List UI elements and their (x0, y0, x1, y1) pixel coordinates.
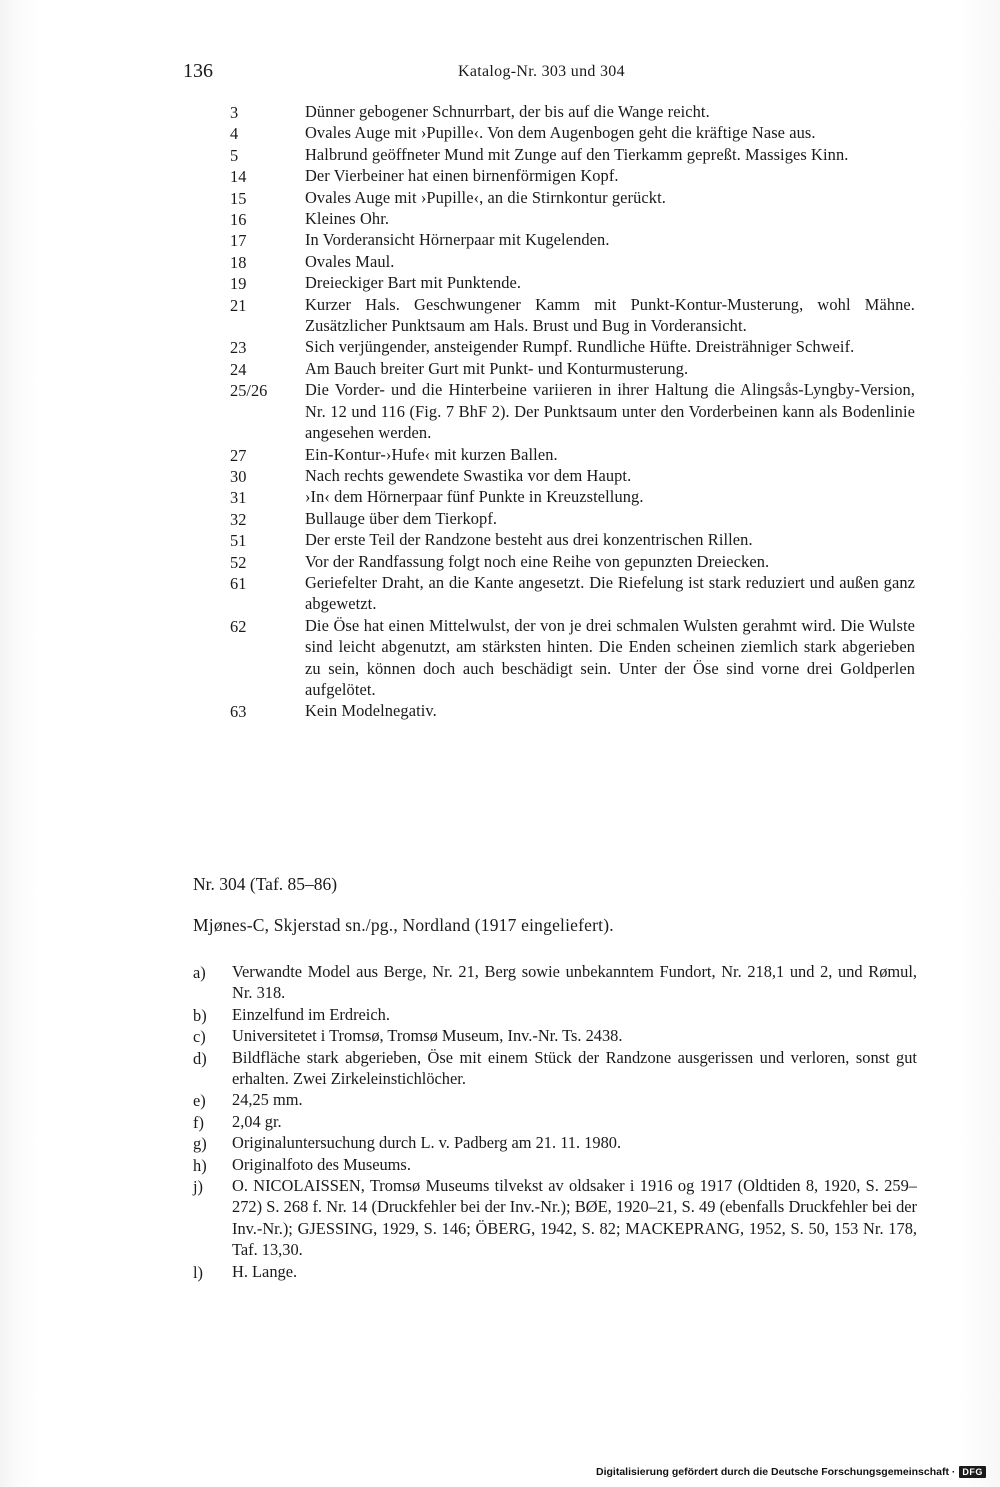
item-key: l) (193, 1262, 204, 1282)
row-description: In Vorderansicht Hörnerpaar mit Kugelenden. (305, 230, 610, 250)
row-number: 52 (230, 552, 247, 572)
list-item (0, 1132, 1000, 1153)
row-description: Vor der Randfassung folgt noch eine Reihe von gepunzten Dreiecken. (305, 551, 770, 571)
item-text: Verwandte Model aus Berge, Nr. 21, Berg sowie unbekanntem Fundort, Nr. 218,1 und 2, und Rømul, Nr. 318. (232, 962, 917, 1003)
table-row (0, 294, 1000, 337)
table-row (0, 187, 1000, 208)
table-row (0, 700, 1000, 721)
row-description: Am Bauch breiter Gurt mit Punkt- und Konturmusterung. (305, 358, 689, 378)
list-item (0, 1111, 1000, 1132)
row-description: Kurzer Hals. Geschwungener Kamm mit Punkt-Kontur-Musterung, wohl Mähne. Zusätzlicher Punktsaum am Hals. Brust und Bug in Vorderansicht. (305, 294, 915, 336)
feature-table (0, 101, 1000, 722)
row-description: Ovales Auge mit ›Pupille‹, an die Stirnkontur gerückt. (305, 187, 666, 207)
table-row (0, 251, 1000, 272)
list-item (0, 961, 1000, 1004)
table-row (0, 444, 1000, 465)
table-row (0, 272, 1000, 293)
item-text: H. Lange. (232, 1261, 298, 1281)
row-number: 31 (230, 488, 247, 508)
row-description: Kein Modelnegativ. (305, 701, 437, 721)
list-item (0, 1089, 1000, 1110)
row-number: 3 (230, 103, 239, 122)
entry-title: Nr. 304 (Taf. 85–86) (193, 874, 338, 894)
row-number: 27 (230, 445, 247, 465)
item-text: Originalfoto des Museums. (232, 1154, 411, 1174)
item-key: h) (193, 1155, 207, 1175)
row-number: 15 (230, 188, 247, 208)
row-description: Ovales Maul. (305, 251, 395, 271)
table-row (0, 229, 1000, 250)
list-item (0, 1047, 1000, 1090)
row-description: Sich verjüngender, ansteigender Rumpf. Rundliche Hüfte. Dreisträhniger Schweif. (305, 337, 855, 357)
row-number: 19 (230, 274, 247, 294)
row-description: ›In‹ dem Hörnerpaar fünf Punkte in Kreuzstellung. (305, 487, 644, 507)
dfg-logo-icon: DFG (959, 1466, 986, 1478)
row-number: 32 (230, 509, 247, 529)
item-text: O. NICOLAISSEN, Tromsø Museums tilvekst av oldsaker i 1916 og 1917 (Oldtiden 8, 1920, S. 259–272) S. 268 f. Nr. 14 (Druckfehler bei der Inv.-Nr.); BØE, 1920–21, S. 49 (ebenfalls Druckfehler bei der Inv.-Nr.); GJESSING, 1929, S. 146; ÖBERG, 1942, S. 82; MACKEPRANG, 1952, S. 50, 153 Nr. 178, Taf. 13,30. (232, 1176, 917, 1260)
table-row (0, 358, 1000, 379)
table-row (0, 101, 1000, 122)
item-key: b) (193, 1005, 207, 1025)
row-number: 4 (230, 124, 239, 144)
item-key: a) (193, 963, 206, 982)
row-number: 21 (230, 295, 247, 315)
row-description: Die Öse hat einen Mittelwulst, der von je drei schmalen Wulsten gerahmt wird. Die Wulste sind leicht abgenutzt, am stärksten hinten. Die Enden scheinen ziemlich stark abgerieben zu sein, können doch auch beschädigt sein. Unter der Öse sind vorne drei Goldperlen aufgelötet. (305, 615, 915, 699)
row-number: 51 (230, 531, 247, 551)
item-key: f) (193, 1112, 204, 1132)
entry-location: Mjønes-C, Skjerstad sn./pg., Nordland (1917 eingeliefert). (193, 915, 614, 935)
running-head: Katalog-Nr. 303 und 304 (458, 63, 625, 80)
table-row (0, 508, 1000, 529)
footer-text: Digitalisierung gefördert durch die Deutsche Forschungsgemeinschaft · (596, 1466, 956, 1478)
row-description: Dünner gebogener Schnurrbart, der bis auf die Wange reicht. (305, 102, 710, 121)
row-number: 18 (230, 252, 247, 272)
row-number: 17 (230, 231, 247, 251)
item-text: Bildfläche stark abgerieben, Öse mit einem Stück der Randzone ausgerissen und verloren, sonst gut erhalten. Zwei Zirkeleinstichlöcher. (232, 1047, 917, 1089)
table-row (0, 336, 1000, 357)
table-row (0, 572, 1000, 615)
item-text: 24,25 mm. (232, 1090, 303, 1110)
item-text: Universitetet i Tromsø, Tromsø Museum, Inv.-Nr. Ts. 2438. (232, 1026, 623, 1046)
row-description: Bullauge über dem Tierkopf. (305, 508, 498, 528)
table-row (0, 615, 1000, 701)
row-description: Geriefelter Draht, an die Kante angesetzt. Die Riefelung ist stark reduziert und außen ganz abgewetzt. (305, 572, 915, 614)
table-row (0, 529, 1000, 550)
row-number: 5 (230, 145, 239, 165)
list-item (0, 1004, 1000, 1025)
entry-properties (0, 961, 1000, 1282)
item-key: c) (193, 1027, 206, 1047)
item-key: d) (193, 1048, 207, 1068)
table-row (0, 551, 1000, 572)
footer-credit (596, 1466, 986, 1478)
table-row (0, 208, 1000, 229)
list-item (0, 1025, 1000, 1046)
item-text: Einzelfund im Erdreich. (232, 1004, 390, 1024)
row-number: 63 (230, 702, 247, 722)
row-description: Ein-Kontur-›Hufe‹ mit kurzen Ballen. (305, 444, 558, 464)
row-description: Der erste Teil der Randzone besteht aus drei konzentrischen Rillen. (305, 530, 753, 550)
row-number: 62 (230, 616, 247, 636)
list-item (0, 1261, 1000, 1282)
table-row (0, 165, 1000, 186)
row-description: Die Vorder- und die Hinterbeine variieren in ihrer Haltung die Alingsås-Lyngby-Version, Nr. 12 und 116 (Fig. 7 BhF 2). Der Punktsaum unter den Vorderbeinen kann als Bodenlinie angesehen werden. (305, 380, 915, 443)
table-row (0, 465, 1000, 486)
item-text: Originaluntersuchung durch L. v. Padberg am 21. 11. 1980. (232, 1133, 622, 1153)
table-row (0, 486, 1000, 507)
row-description: Der Vierbeiner hat einen birnenförmigen Kopf. (305, 166, 619, 186)
row-number: 16 (230, 210, 247, 230)
row-number: 30 (230, 466, 247, 486)
list-item (0, 1175, 1000, 1261)
list-item (0, 1154, 1000, 1175)
row-number: 23 (230, 338, 247, 358)
row-description: Dreieckiger Bart mit Punktende. (305, 273, 522, 293)
table-row (0, 122, 1000, 143)
page-number: 136 (183, 60, 213, 82)
item-key: j) (193, 1177, 204, 1197)
row-description: Halbrund geöffneter Mund mit Zunge auf den Tierkamm gepreßt. Massiges Kinn. (305, 144, 849, 164)
page-header (0, 60, 1000, 90)
item-key: e) (193, 1091, 206, 1111)
row-number: 25/26 (230, 381, 268, 401)
table-row (0, 379, 1000, 443)
row-description: Nach rechts gewendete Swastika vor dem Haupt. (305, 465, 632, 485)
item-text: 2,04 gr. (232, 1111, 282, 1131)
row-description: Ovales Auge mit ›Pupille‹. Von dem Augenbogen geht die kräftige Nase aus. (305, 123, 816, 143)
row-number: 14 (230, 167, 247, 187)
row-description: Kleines Ohr. (305, 209, 390, 229)
table-row (0, 144, 1000, 165)
row-number: 61 (230, 573, 247, 593)
item-key: g) (193, 1134, 207, 1154)
row-number: 24 (230, 359, 247, 379)
